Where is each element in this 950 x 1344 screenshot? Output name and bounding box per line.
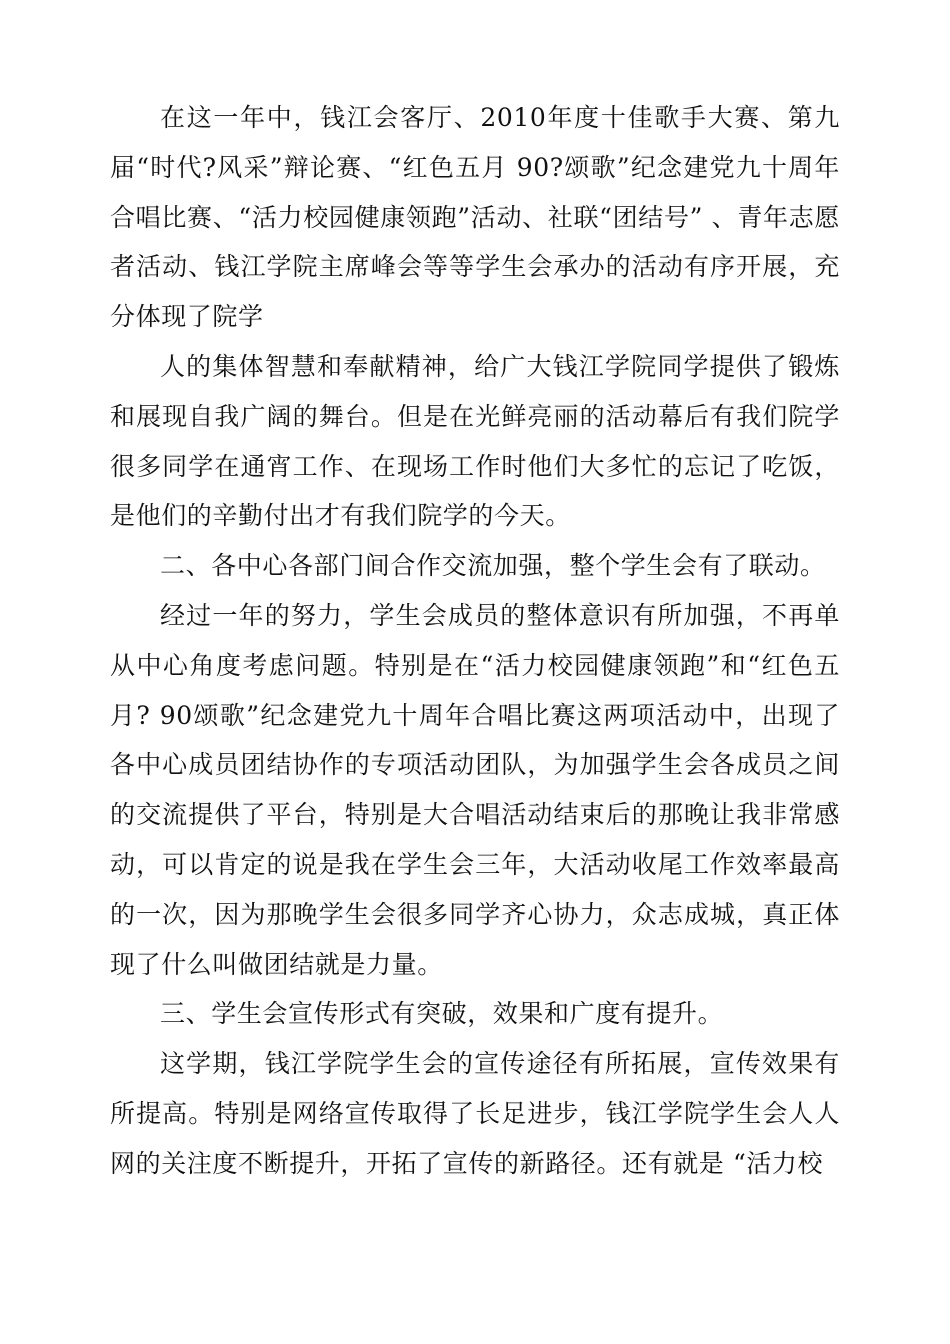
section-heading-publicity: 三、学生会宣传形式有突破，效果和广度有提升。: [160, 999, 724, 1029]
paragraph-collective-spirit: 人的集体智慧和奉献精神，给广大钱江学院同学提供了锻炼和展现自我广阔的舞台。但是在光鲜亮丽的活动幕后有我们院学很多同学在通宵工作、在现场工作时他们大多忙的忘记了吃饭，是他们的辛勤付出才有我们院学的今天。: [110, 351, 840, 531]
section-heading-cooperation: 二、各中心各部门间合作交流加强，整个学生会有了联动。: [160, 551, 826, 581]
document-body: [110, 93, 840, 1189]
paragraph-activities: 在这一年中，钱江会客厅、2010年度十佳歌手大赛、第九届“时代?风采”辩论赛、“红色五月 90?颂歌”纪念建党九十周年合唱比赛、“活力校园健康领跑”活动、社联“团结号” 、青年志愿者活动、钱江学院主席峰会等等学生会承办的活动有序开展，充分体现了院学: [110, 103, 840, 332]
paragraph-cooperation: 经过一年的努力，学生会成员的整体意识有所加强，不再单从中心角度考虑问题。特别是在“活力校园健康领跑”和“红色五月? 90颂歌”纪念建党九十周年合唱比赛这两项活动中，出现了各中心成员团结协作的专项活动团队，为加强学生会各成员之间的交流提供了平台，特别是大合唱活动结束后的那晚让我非常感动，可以肯定的说是我在学生会三年，大活动收尾工作效率最高的一次，因为那晚学生会很多同学齐心协力，众志成城，真正体现了什么叫做团结就是力量。: [110, 600, 840, 979]
paragraph-publicity: 这学期，钱江学院学生会的宣传途径有所拓展，宣传效果有所提高。特别是网络宣传取得了长足进步，钱江学院学生会人人网的关注度不断提升，开拓了宣传的新路径。还有就是 “活力校: [110, 1049, 840, 1178]
